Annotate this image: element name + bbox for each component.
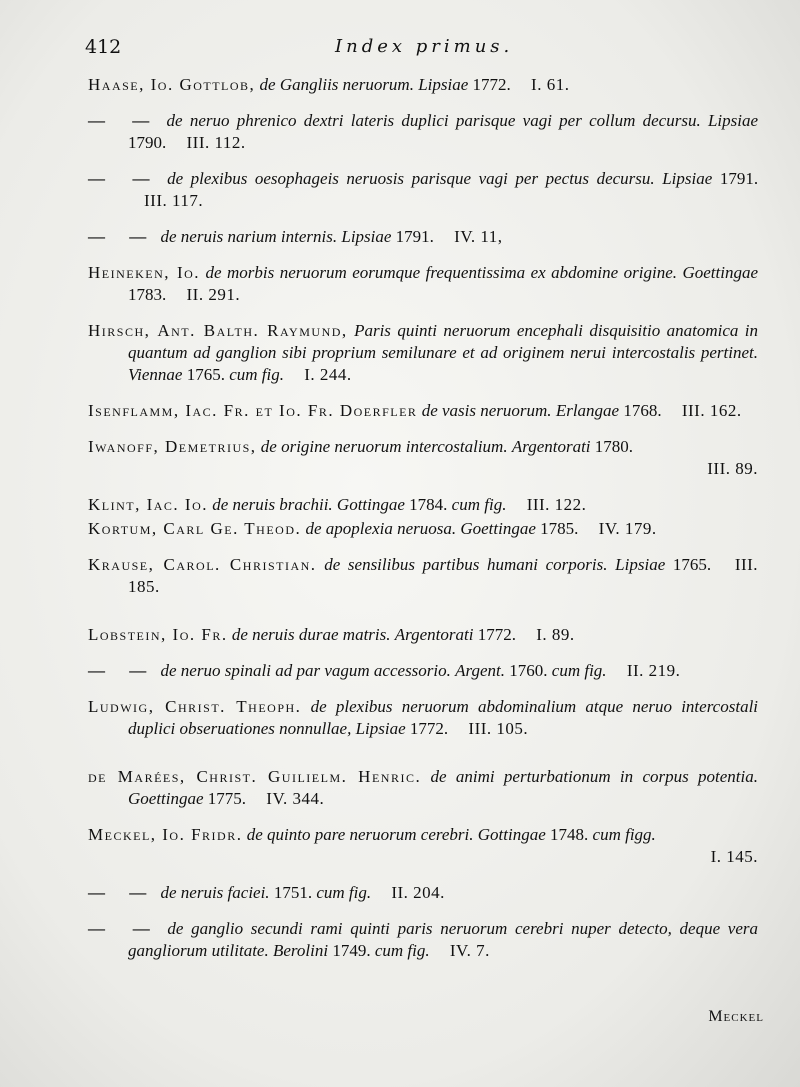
volume-page-ref: III. 112.: [186, 133, 246, 152]
publication-year: 1772.: [477, 625, 516, 644]
publication-year: 1784.: [409, 495, 448, 514]
author-name: Krause, Carol. Christian.: [88, 555, 317, 574]
volume-page-ref: II. 204.: [391, 883, 445, 902]
work-title: de apoplexia neruosa.: [305, 519, 457, 538]
author-name: Meckel, Io. Fridr.: [88, 825, 243, 844]
volume-page-ref: III. 185.: [128, 555, 759, 596]
page-header: [85, 36, 760, 62]
index-entry: [88, 226, 758, 248]
index-entry: [88, 262, 758, 306]
work-title: de origine neruorum intercostalium.: [260, 437, 508, 456]
author-name: Isenflamm, Iac. Fr. et Io. Fr. Doerfler: [88, 401, 418, 420]
volume-page-ref: IV. 7.: [449, 941, 490, 960]
publication-year: 1751.: [273, 883, 313, 902]
author-name: de Marées, Christ. Guilielm. Henric.: [88, 767, 422, 786]
ditto-dash: — —: [88, 883, 157, 902]
volume-page-ref: II. 219.: [626, 661, 681, 680]
illustration-note: cum fig.: [374, 941, 430, 960]
index-entry: [88, 624, 758, 646]
author-name: Heineken, Io.: [88, 263, 201, 282]
publication-year: 1785.: [540, 519, 579, 538]
work-title: Paris quinti neruorum encephali disquisitio anatomica in quantum ad ganglion sibi proprium semilunare et ad originem nerui intercostalis pertinet.: [128, 321, 759, 362]
work-title: de animi perturbationum in corpus potentia.: [430, 767, 759, 786]
index-entry: [88, 494, 758, 516]
author-name: Ludwig, Christ. Theoph.: [88, 697, 302, 716]
work-title: de ganglio secundi rami quinti paris neruorum cerebri nuper detecto, deque vera gangliorum utilitate.: [128, 919, 759, 960]
volume-page-ref: III. 122.: [526, 495, 587, 514]
work-title: de neruis brachii.: [212, 495, 333, 514]
publication-place: Lipsiae: [615, 555, 666, 574]
publication-place: Erlangae: [555, 401, 620, 420]
ditto-dash: — —: [88, 227, 157, 246]
publication-place: Berolini: [272, 941, 329, 960]
volume-page-ref: I. 61.: [531, 75, 570, 94]
author-name: Hirsch, Ant. Balth. Raymund,: [88, 321, 348, 340]
publication-place: Viennae: [128, 365, 183, 384]
work-title: de neruo phrenico dextri lateris duplici parisque vagi per collum decursu.: [166, 111, 701, 130]
illustration-note: cum figg.: [592, 825, 656, 844]
publication-place: Argentorati: [511, 437, 591, 456]
index-entry: [88, 436, 758, 480]
index-entry: [88, 110, 758, 154]
index-entry: [88, 766, 758, 810]
publication-year: 1791.: [395, 227, 434, 246]
publication-year: 1790.: [128, 133, 167, 152]
ditto-dash: — —: [88, 919, 160, 938]
page-number: 412: [85, 36, 122, 58]
work-title: de morbis neruorum eorumque frequentissima ex abdomine origine.: [205, 263, 677, 282]
work-title: de neruis faciei.: [160, 883, 270, 902]
index-entry: [88, 882, 758, 904]
catchword: Meckel: [708, 1008, 764, 1025]
work-title: de sensilibus partibus humani corporis.: [324, 555, 608, 574]
publication-place: Goettingae: [682, 263, 759, 282]
illustration-note: cum fig.: [316, 883, 372, 902]
volume-page-ref: II. 291.: [186, 285, 241, 304]
index-entry: [88, 74, 758, 96]
volume-page-ref: I. 244.: [304, 365, 352, 384]
publication-year: 1760.: [509, 661, 548, 680]
ditto-dash: — —: [88, 169, 160, 188]
volume-page-ref: IV. 344.: [266, 789, 325, 808]
index-entry: [88, 918, 758, 962]
publication-place: Gottingae: [336, 495, 405, 514]
index-entry: [88, 696, 758, 740]
index-entries: [88, 74, 758, 976]
publication-year: 1765.: [186, 365, 225, 384]
work-title: de neruis narium internis.: [160, 227, 338, 246]
publication-place: Argentorati: [394, 625, 474, 644]
volume-page-ref: IV. 11,: [454, 227, 503, 246]
publication-place: Lipsiae: [418, 75, 469, 94]
illustration-note: cum fig.: [451, 495, 507, 514]
ditto-dash: — —: [88, 111, 160, 130]
author-name: Klint, Iac. Io.: [88, 495, 209, 514]
publication-year: 1768.: [623, 401, 662, 420]
volume-page-ref: III. 89.: [707, 459, 758, 478]
index-entry: [88, 168, 758, 212]
publication-year: 1748.: [550, 825, 589, 844]
publication-year: 1772.: [409, 719, 449, 738]
index-entry: [88, 824, 758, 868]
publication-place: Gottingae: [477, 825, 546, 844]
volume-page-ref: I. 145.: [710, 847, 758, 866]
author-name: Haase, Io. Gottlob,: [88, 75, 256, 94]
author-name: Lobstein, Io. Fr.: [88, 625, 228, 644]
publication-place: Lipsiae: [662, 169, 713, 188]
publication-year: 1791.: [719, 169, 759, 188]
index-entry: [88, 400, 758, 422]
publication-place: Goettingae: [128, 789, 204, 808]
work-title: de neruo spinali ad par vagum accessorio.: [160, 661, 451, 680]
volume-page-ref: IV. 179.: [598, 519, 657, 538]
illustration-note: cum fig.: [551, 661, 607, 680]
illustration-note: cum fig.: [229, 365, 284, 384]
author-name: Iwanoff, Demetrius,: [88, 437, 257, 456]
volume-page-ref: III. 117.: [144, 191, 204, 210]
index-entry: [88, 660, 758, 682]
publication-place: Argent.: [455, 661, 506, 680]
volume-page-ref: III. 105.: [468, 719, 529, 738]
index-entry: [88, 320, 758, 386]
publication-place: Goettingae: [460, 519, 536, 538]
work-title: de quinto pare neruorum cerebri.: [246, 825, 474, 844]
index-entry: [88, 518, 758, 540]
publication-year: 1783.: [128, 285, 167, 304]
work-title: de vasis neruorum.: [421, 401, 552, 420]
publication-year: 1772.: [472, 75, 511, 94]
index-entry: [88, 554, 758, 598]
volume-page-ref: III. 162.: [681, 401, 742, 420]
author-name: Kortum, Carl Ge. Theod.: [88, 519, 302, 538]
publication-place: Lipsiae: [355, 719, 406, 738]
publication-place: Lipsiae: [341, 227, 392, 246]
work-title: de plexibus oesophageis neruosis parisque vagi per pectus decursu.: [167, 169, 655, 188]
volume-page-ref: I. 89.: [536, 625, 575, 644]
work-title: de plexibus neruorum abdominalium atque neruo intercostali duplici obseruationes nonnullae,: [128, 697, 759, 738]
publication-year: 1749.: [332, 941, 371, 960]
work-title: de Gangliis neruorum.: [259, 75, 414, 94]
running-head: Index primus.: [335, 36, 514, 57]
publication-place: Lipsiae: [707, 111, 759, 130]
publication-year: 1775.: [207, 789, 247, 808]
work-title: de neruis durae matris.: [231, 625, 391, 644]
ditto-dash: — —: [88, 661, 157, 680]
publication-year: 1780.: [594, 437, 634, 456]
publication-year: 1765.: [672, 555, 712, 574]
